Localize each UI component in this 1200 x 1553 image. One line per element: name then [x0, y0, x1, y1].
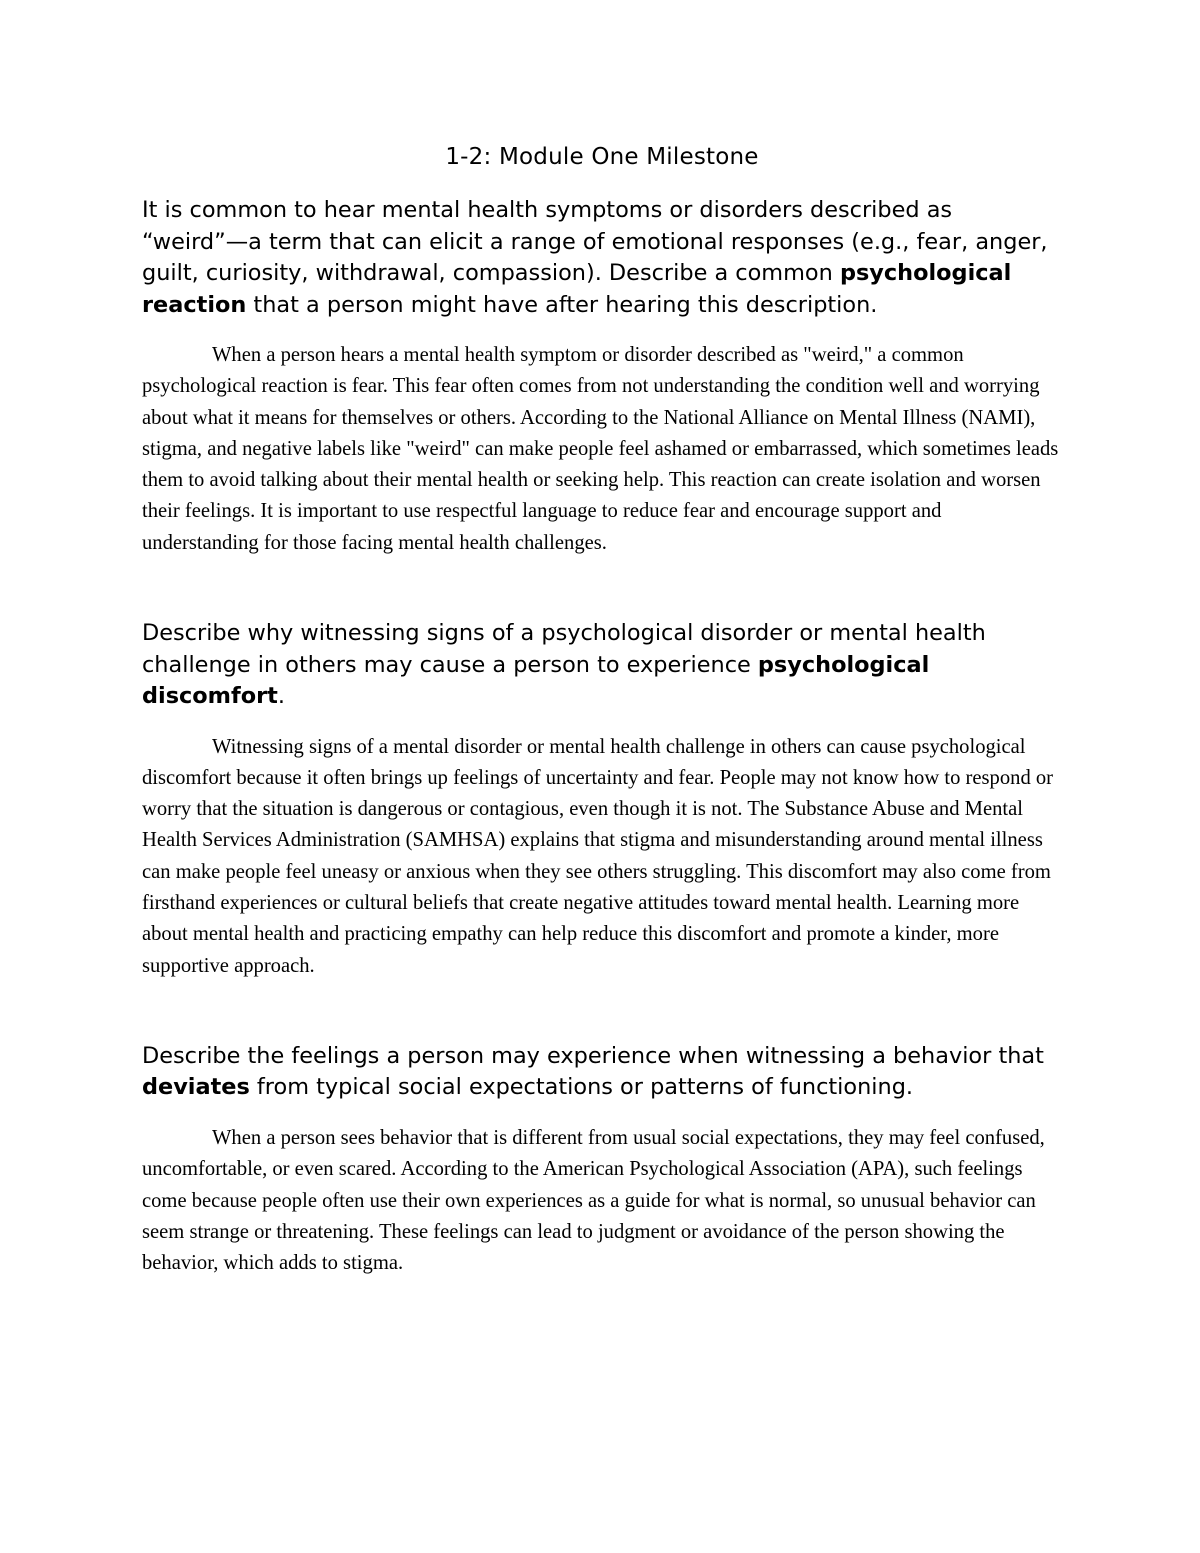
question-3 [142, 1041, 1062, 1104]
question-2 [142, 618, 1062, 713]
answer-3: When a person sees behavior that is different from usual social expectations, they may feel confused, uncomfortable, or even scared. According to the American Psychological Association (APA), such feelings come because people often use their own experiences as a guide for what is normal, so unusual behavior can seem strange or threatening. These feelings can lead to judgment or avoidance of the person showing the behavior, which adds to stigma. [142, 1126, 1045, 1275]
document-body [142, 140, 1062, 1279]
question-3-text-end: from typical social expectations or patterns of functioning. [249, 1074, 914, 1101]
question-2-text-end: . [277, 683, 286, 710]
question-3-text: Describe the feelings a person may experience when witnessing a behavior that [142, 1042, 1044, 1069]
answer-2: Witnessing signs of a mental disorder or mental health challenge in others can cause psychological discomfort because it often brings up feelings of uncertainty and fear. People may not know how to respond or worry that the situation is dangerous or contagious, even though it is not. The Substance Abuse and Mental Health Services Administration (SAMHSA) explains that stigma and misunderstanding around mental illness can make people feel uneasy or anxious when they see others struggling. This discomfort may also come from firsthand experiences or cultural beliefs that create negative attitudes toward mental health. Learning more about mental health and practicing empathy can help reduce this discomfort and promote a kinder, more supportive approach. [142, 735, 1054, 977]
question-2-text: Describe why witnessing signs of a psychological disorder or mental health challenge in others may cause a person to experience [142, 620, 986, 678]
answer-1: When a person hears a mental health symptom or disorder described as "weird," a common psychological reaction is fear. This fear often comes from not understanding the condition well and worrying about what it means for themselves or others. According to the National Alliance on Mental Illness (NAMI), stigma, and negative labels like "weird" can make people feel ashamed or embarrassed, which sometimes leads them to avoid talking about their mental health or seeking help. This reaction can create isolation and worsen their feelings. It is important to use respectful language to reduce fear and encourage support and understanding for those facing mental health challenges. [142, 344, 1059, 554]
question-2-emphasis: psychological discomfort [142, 651, 930, 710]
question-3-emphasis: deviates [142, 1074, 250, 1101]
page-title: 1-2: Module One Milestone [445, 144, 759, 170]
question-1-text-end: that a person might have after hearing this description. [246, 291, 878, 318]
question-1-text: It is common to hear mental health symptoms or disorders described as “weird”—a term that can elicit a range of emotional responses (e.g., fear, anger, guilt, curiosity, withdrawal, compassion). Describe a common [142, 197, 1048, 286]
question-1 [142, 195, 1062, 321]
question-1-emphasis: psychological reaction [142, 260, 1012, 318]
